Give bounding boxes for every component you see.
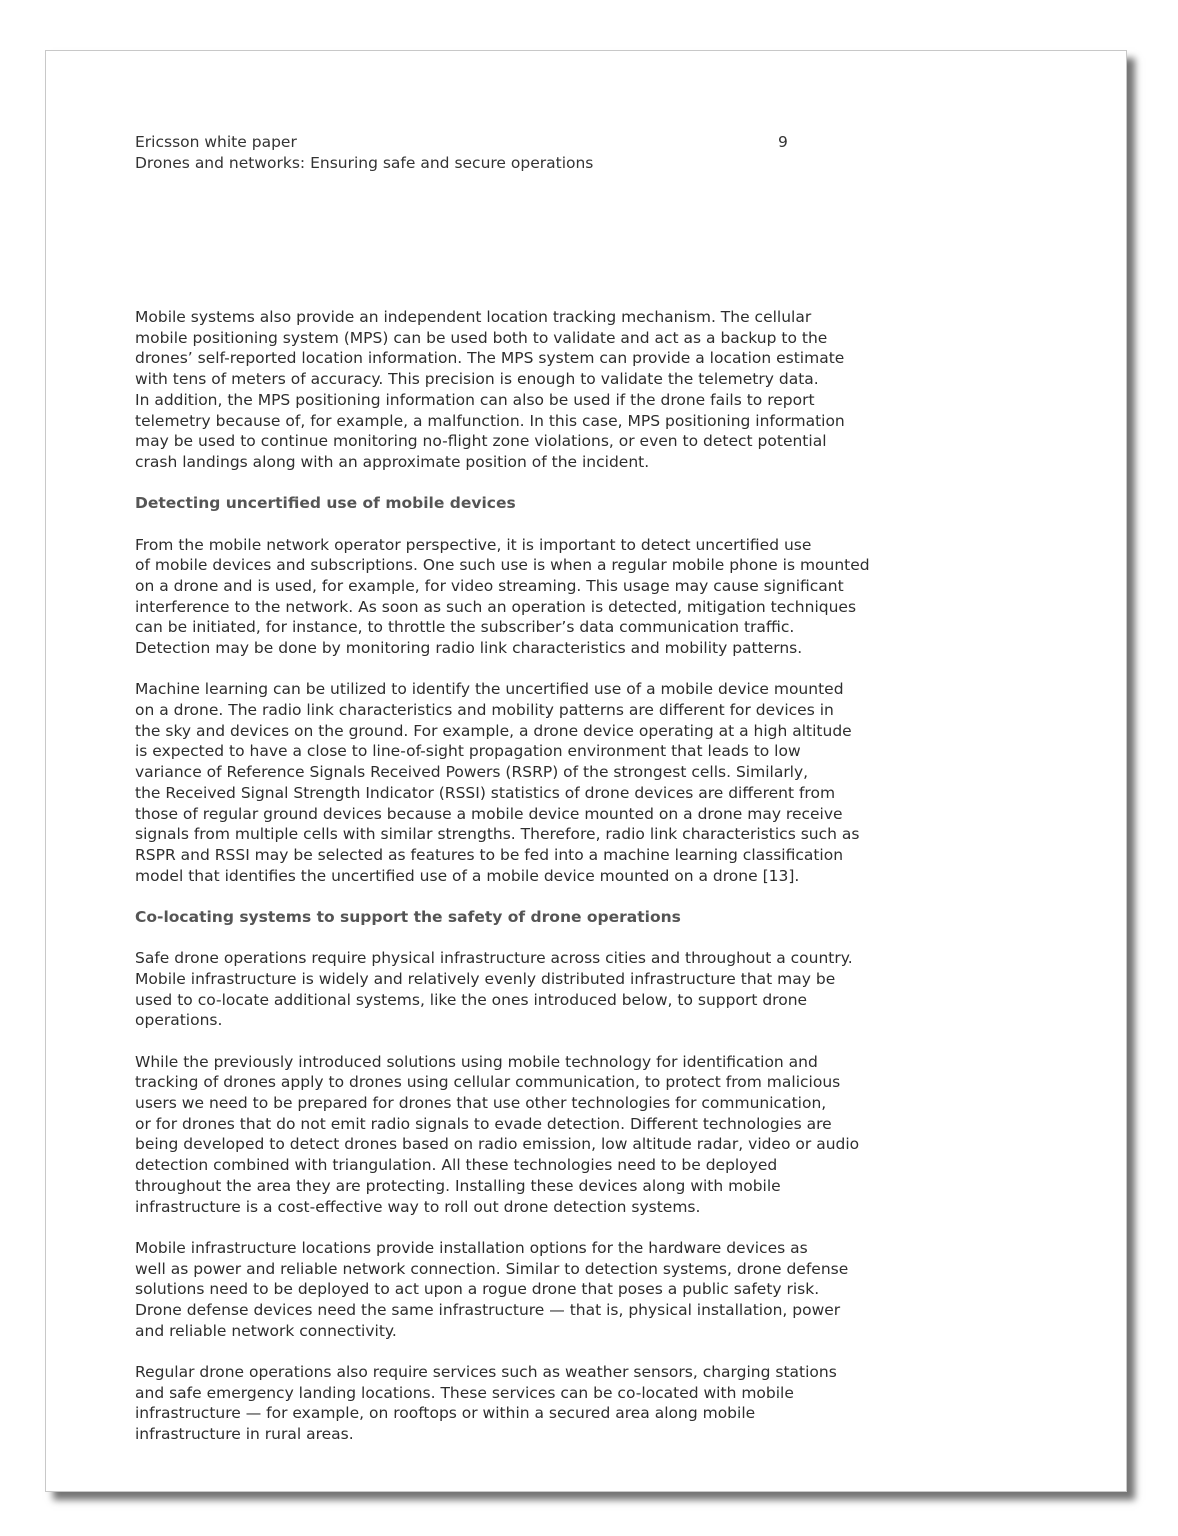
text-line: on a drone and is used, for example, for video streaming. This usage may cause significant [135, 576, 844, 595]
text-line: While the previously introduced solutions using mobile technology for identification and [135, 1052, 818, 1071]
text-line: Machine learning can be utilized to identify the uncertified use of a mobile device mounted [135, 680, 844, 699]
text-line: Safe drone operations require physical infrastructure across cities and throughout a country. [135, 949, 853, 968]
page-header [135, 132, 795, 174]
header-document-title: Drones and networks: Ensuring safe and secure operations [135, 154, 594, 172]
text-line: RSPR and RSSI may be selected as features to be fed into a machine learning classification [135, 845, 844, 864]
paragraph-detection-technologies [135, 1052, 860, 1218]
text-line: can be initiated, for instance, to throttle the subscriber’s data communication traffic. [135, 618, 795, 637]
text-line: throughout the area they are protecting. Installing these devices along with mobile [135, 1176, 781, 1195]
text-line: crash landings along with an approximate position of the incident. [135, 452, 650, 471]
text-line: the sky and devices on the ground. For example, a drone device operating at a high altitude [135, 721, 852, 740]
text-line: infrastructure — for example, on rooftops or within a secured area along mobile [135, 1404, 756, 1423]
text-line: telemetry because of, for example, a malfunction. In this case, MPS positioning information [135, 411, 845, 430]
header-publication: Ericsson white paper [135, 133, 297, 151]
section-heading-co-locating: Co-locating systems to support the safety of drone operations [135, 907, 681, 926]
text-line: Regular drone operations also require services such as weather sensors, charging stations [135, 1362, 837, 1381]
text-line: may be used to continue monitoring no-flight zone violations, or even to detect potential [135, 432, 827, 451]
text-line: interference to the network. As soon as such an operation is detected, mitigation techniques [135, 597, 857, 616]
text-line: Drone defense devices need the same infrastructure — that is, physical installation, power [135, 1300, 841, 1319]
paragraph-infrastructure-locations [135, 1238, 855, 1342]
text-line: those of regular ground devices because a mobile device mounted on a drone may receive [135, 804, 843, 823]
text-line: From the mobile network operator perspective, it is important to detect uncertified use [135, 535, 812, 554]
text-line: tracking of drones apply to drones using cellular communication, to protect from malicious [135, 1073, 841, 1092]
text-line: of mobile devices and subscriptions. One such use is when a regular mobile phone is mounted [135, 556, 870, 575]
text-line: users we need to be prepared for drones that use other technologies for communication, [135, 1094, 827, 1113]
page-body [135, 307, 870, 1465]
paragraph-regular-operations [135, 1362, 855, 1445]
text-line: and reliable network connectivity. [135, 1321, 397, 1340]
text-line: operations. [135, 1011, 223, 1030]
paragraph-operator-perspective [135, 535, 870, 659]
text-line: and safe emergency landing locations. These services can be co-located with mobile [135, 1383, 794, 1402]
text-line: or for drones that do not emit radio signals to evade detection. Different technologies are [135, 1114, 832, 1133]
text-line: infrastructure in rural areas. [135, 1425, 354, 1444]
text-line: solutions need to be deployed to act upon a rogue drone that poses a public safety risk. [135, 1280, 820, 1299]
paragraph-mps [135, 307, 855, 473]
text-line: well as power and reliable network connection. Similar to detection systems, drone defense [135, 1259, 849, 1278]
text-line: Mobile infrastructure locations provide installation options for the hardware devices as [135, 1238, 808, 1257]
text-line: model that identifies the uncertified use of a mobile device mounted on a drone [13]. [135, 866, 800, 885]
text-line: detection combined with triangulation. All these technologies need to be deployed [135, 1156, 778, 1175]
text-line: infrastructure is a cost-effective way to roll out drone detection systems. [135, 1197, 701, 1216]
text-line: Mobile infrastructure is widely and relatively evenly distributed infrastructure that may be [135, 969, 836, 988]
page-number: 9 [778, 133, 788, 151]
text-line: drones’ self-reported location information. The MPS system can provide a location estimate [135, 349, 845, 368]
text-line: on a drone. The radio link characteristics and mobility patterns are different for devices in [135, 701, 834, 720]
text-line: with tens of meters of accuracy. This precision is enough to validate the telemetry data. [135, 370, 819, 389]
text-line: mobile positioning system (MPS) can be used both to validate and act as a backup to the [135, 328, 828, 347]
document-page [45, 50, 1127, 1492]
text-line: being developed to detect drones based on radio emission, low altitude radar, video or audio [135, 1135, 860, 1154]
section-heading-uncertified-use: Detecting uncertified use of mobile devices [135, 494, 516, 513]
text-line: is expected to have a close to line-of-sight propagation environment that leads to low [135, 742, 801, 761]
text-line: signals from multiple cells with similar strengths. Therefore, radio link characteristics such as [135, 825, 860, 844]
text-line: Detection may be done by monitoring radio link characteristics and mobility patterns. [135, 639, 803, 658]
text-line: In addition, the MPS positioning information can also be used if the drone fails to report [135, 390, 815, 409]
paragraph-machine-learning [135, 679, 860, 886]
text-line: used to co-locate additional systems, like the ones introduced below, to support drone [135, 990, 808, 1009]
text-line: the Received Signal Strength Indicator (RSSI) statistics of drone devices are different from [135, 783, 836, 802]
text-line: variance of Reference Signals Received Powers (RSRP) of the strongest cells. Similarly, [135, 763, 809, 782]
text-line: Mobile systems also provide an independent location tracking mechanism. The cellular [135, 308, 812, 326]
paragraph-safe-operations [135, 948, 855, 1031]
